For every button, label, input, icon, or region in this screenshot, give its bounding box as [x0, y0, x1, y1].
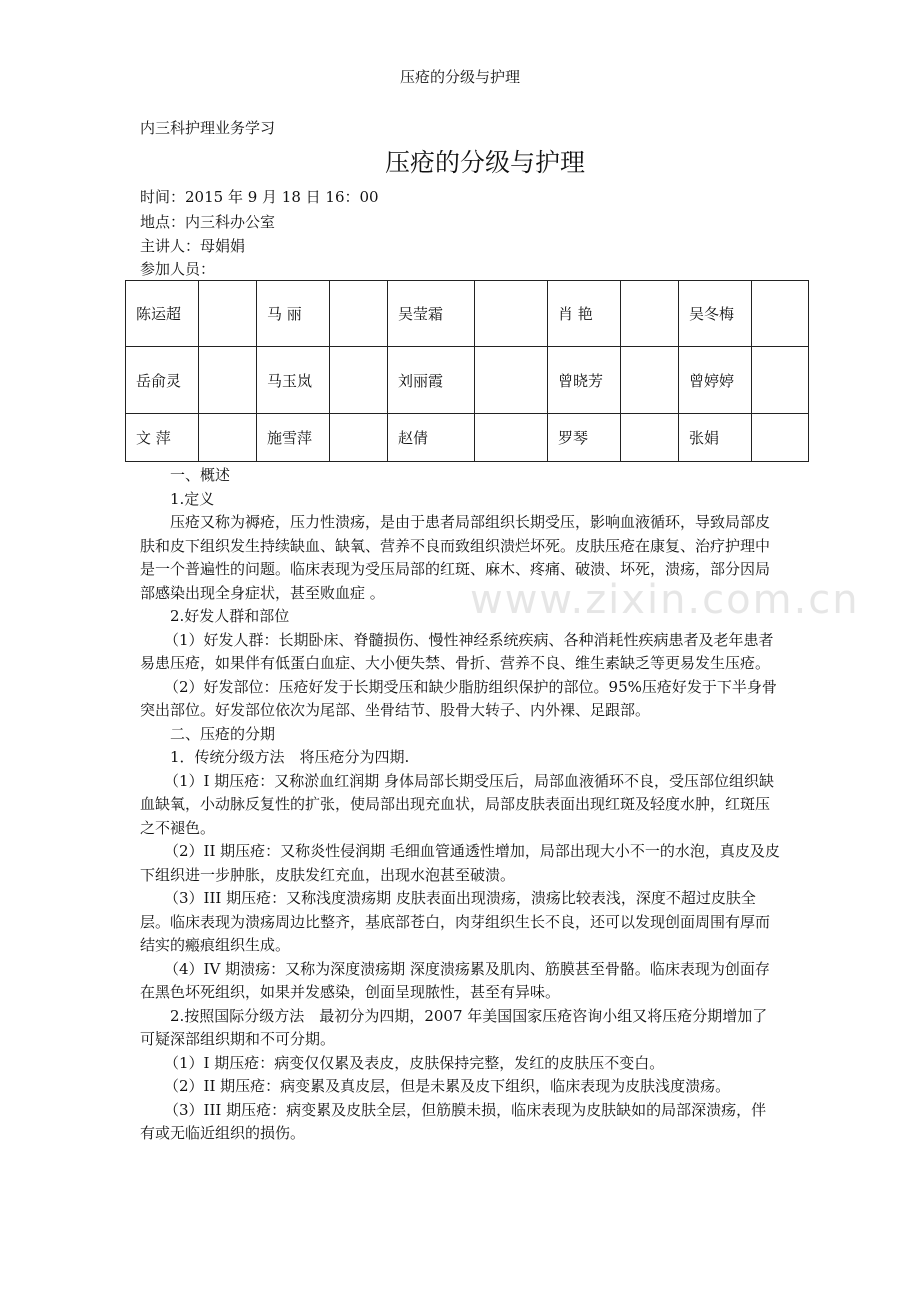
- attendee-name: 马玉岚: [257, 347, 330, 414]
- empty-cell: [475, 281, 548, 347]
- attendee-name: 罗琴: [548, 414, 621, 462]
- attendee-name: 吴莹霜: [388, 281, 475, 347]
- paragraph: （2）好发部位：压疮好发于长期受压和缺少脂肪组织保护的部位。95%压疮好发于下半身骨突出部位。好发部位依次为尾部、坐骨结节、股骨大转子、内外裸、足跟部。: [140, 677, 777, 719]
- attendee-name: 曾婷婷: [679, 347, 752, 414]
- empty-cell: [475, 414, 548, 462]
- section-heading: 二、压疮的分期: [170, 724, 276, 743]
- attendees-label: 参加人员：: [140, 260, 216, 278]
- empty-cell: [330, 281, 388, 347]
- speaker: 主讲人：母娟娟: [140, 237, 246, 255]
- empty-cell: [199, 281, 257, 347]
- attendee-name: 马 丽: [257, 281, 330, 347]
- section-heading: 一、概述: [170, 466, 231, 484]
- table-row: [126, 414, 809, 462]
- paragraph: 压疮又称为褥疮，压力性溃疡，是由于患者局部组织长期受压，影响血液循环，导致局部皮肤和皮下组织发生持续缺血、缺氧、营养不良而致组织溃烂坏死。皮肤压疮在康复、治疗护理中是一个普遍性的问题。临床表现为受压局部的红斑、麻木、疼痛、破溃、坏死，溃疡，部分因局部感染出现全身症状，甚至败血症 。: [140, 513, 771, 602]
- document-body: [140, 464, 780, 1146]
- empty-cell: [330, 414, 388, 462]
- meeting-time: 时间：2015 年 9 月 18 日 16：00: [140, 188, 379, 206]
- watermark: www.zixin.com.cn: [470, 577, 860, 623]
- subsection-heading: 1.定义: [170, 489, 215, 508]
- empty-cell: [475, 347, 548, 414]
- attendee-name: 施雪萍: [257, 414, 330, 462]
- paragraph: （3）III 期压疮：病变累及皮肤全层，但筋膜未损，临床表现为皮肤缺如的局部深溃疡，伴有或无临近组织的损伤。: [140, 1100, 767, 1142]
- empty-cell: [199, 414, 257, 462]
- attendee-name: 刘丽霞: [388, 347, 475, 414]
- paragraph: （1）I 期压疮：又称淤血红润期 身体局部长期受压后，局部血液循环不良，受压部位组织缺血缺氧，小动脉反复性的扩张，使局部出现充血状，局部皮肤表面出现红斑及轻度水肿，红斑压之不褪色。: [140, 771, 775, 837]
- subsection-heading: 2.好发人群和部位: [170, 607, 290, 625]
- empty-cell: [752, 414, 809, 462]
- empty-cell: [752, 347, 809, 414]
- attendee-name: 岳俞灵: [126, 347, 199, 414]
- paragraph: （1）I 期压疮：病变仅仅累及表皮，皮肤保持完整，发红的皮肤压不变白。: [164, 1053, 665, 1072]
- empty-cell: [199, 347, 257, 414]
- paragraph: （3）III 期压疮：又称浅度溃疡期 皮肤表面出现溃疡，溃疡比较表浅，深度不超过皮肤全层。临床表现为溃疡周边比整齐，基底部苍白，肉芽组织生长不良，还可以发现创面周围有厚而结实的瘢痕组织生成。: [140, 889, 771, 954]
- attendee-name: 曾晓芳: [548, 347, 621, 414]
- running-header: 压疮的分级与护理: [399, 68, 520, 86]
- paragraph: （2）II 期压疮：病变累及真皮层，但是未累及皮下组织，临床表现为皮肤浅度溃疡。: [164, 1077, 731, 1095]
- attendee-name: 肖 艳: [548, 281, 621, 347]
- paragraph: （1）好发人群：长期卧床、脊髓损伤、慢性神经系统疾病、各种消耗性疾病患者及老年患者易患压疮，如果伴有低蛋白血症、大小便失禁、骨折、营养不良、维生素缺乏等更易发生压疮。: [140, 630, 774, 672]
- empty-cell: [330, 347, 388, 414]
- paragraph: （2）II 期压疮：又称炎性侵润期 毛细血管通透性增加，局部出现大小不一的水泡，真皮及皮下组织进一步肿胀，皮肤发红充血，出现水泡甚至破溃。: [140, 842, 780, 884]
- empty-cell: [752, 281, 809, 347]
- paragraph: （4）IV 期溃疡：又称为深度溃疡期 深度溃疡累及肌肉、筋膜甚至骨骼。临床表现为创面存在黑色坏死组织，如果并发感染，创面呈现脓性，甚至有异味。: [140, 959, 770, 1001]
- page-title: 压疮的分级与护理: [384, 148, 585, 177]
- attendee-name: 陈运超: [126, 281, 199, 347]
- empty-cell: [621, 347, 679, 414]
- attendee-name: 文 萍: [126, 414, 199, 462]
- subsection-heading: 2.按照国际分级方法 最初分为四期，2007 年美国国家压疮咨询小组又将压疮分期增加了可疑深部组织期和不可分期。: [140, 1006, 768, 1048]
- attendee-table: [125, 280, 809, 462]
- department-label: 内三科护理业务学习: [140, 119, 276, 137]
- table-row: [126, 347, 809, 414]
- subsection-heading: 1．传统分级方法 将压疮分为四期.: [170, 748, 410, 766]
- table-row: [126, 281, 809, 347]
- meeting-place: 地点：内三科办公室: [140, 213, 276, 231]
- empty-cell: [621, 281, 679, 347]
- attendee-name: 张娟: [679, 414, 752, 462]
- attendee-name: 吴冬梅: [679, 281, 752, 347]
- empty-cell: [621, 414, 679, 462]
- attendee-name: 赵倩: [388, 414, 475, 462]
